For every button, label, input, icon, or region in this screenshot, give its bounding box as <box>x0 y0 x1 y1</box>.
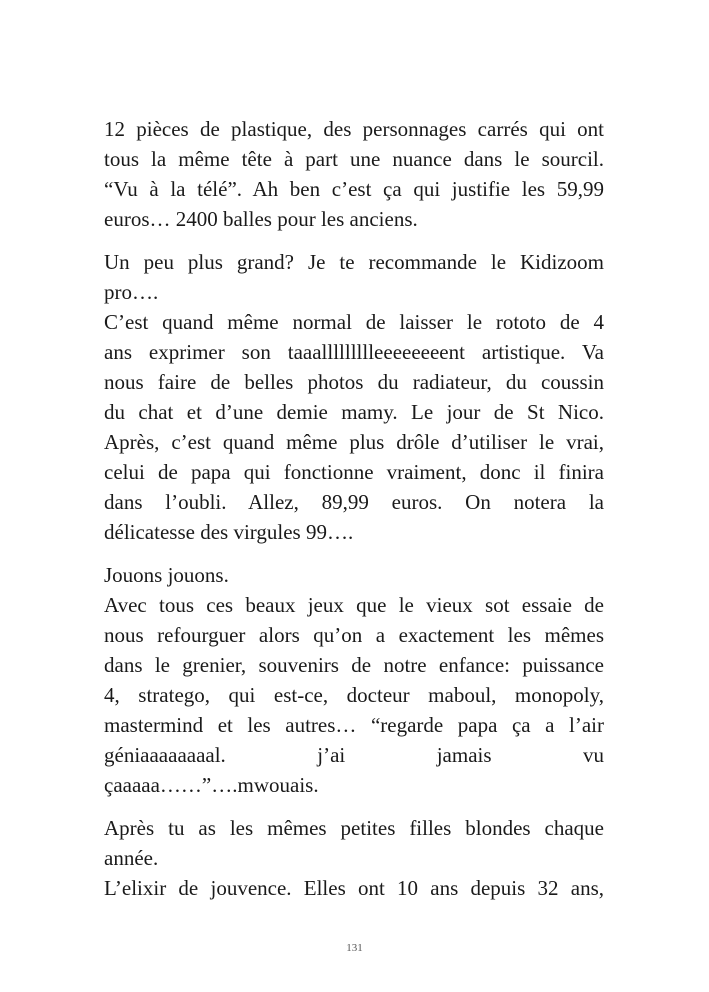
text-line: Après, c’est quand même plus drôle d’utiliser le vrai, <box>104 430 604 454</box>
text-line: celui de papa qui fonctionne vraiment, donc il finira <box>104 460 604 484</box>
text-line: Avec tous ces beaux jeux que le vieux sot essaie de <box>104 593 604 617</box>
text-line: délicatesse des virgules 99…. <box>104 520 354 544</box>
text-line: dans l’oubli. Allez, 89,99 euros. On notera la <box>104 490 604 514</box>
paragraph <box>104 813 604 873</box>
page-number: 131 <box>346 942 363 954</box>
text-line: Après tu as les mêmes petites filles blondes chaque <box>104 816 604 840</box>
page-body <box>104 114 604 903</box>
text-line: 4, stratego, qui est-ce, docteur maboul, monopoly, <box>104 683 604 707</box>
text-line: nous faire de belles photos du radiateur, du coussin <box>104 370 604 394</box>
text-line: du chat et d’une demie mamy. Le jour de St Nico. <box>104 400 604 424</box>
text-line: pro…. <box>104 280 159 304</box>
text-line: euros… 2400 balles pour les anciens. <box>104 207 418 231</box>
paragraph <box>104 873 604 903</box>
paragraph-gap <box>104 234 604 247</box>
text-line: dans le grenier, souvenirs de notre enfance: puissance <box>104 653 604 677</box>
text-line: Un peu plus grand? Je te recommande le Kidizoom <box>104 250 604 274</box>
text-line: tous la même tête à part une nuance dans le sourcil. <box>104 147 604 171</box>
text-line: ans exprimer son taaallllllllleeeeeeeent artistique. Va <box>104 340 604 364</box>
text-line: L’elixir de jouvence. Elles ont 10 ans depuis 32 ans, <box>104 876 604 900</box>
paragraph <box>104 307 604 547</box>
paragraph <box>104 590 604 800</box>
text-line: 12 pièces de plastique, des personnages carrés qui ont <box>104 117 604 141</box>
paragraph <box>104 247 604 307</box>
text-line: Jouons jouons. <box>104 563 229 587</box>
text-line: mastermind et les autres… “regarde papa ça a l’air <box>104 713 604 737</box>
text-line: géniaaaaaaaal. j’ai jamais vu <box>104 743 604 767</box>
paragraph-gap <box>104 547 604 560</box>
paragraph <box>104 114 604 234</box>
text-line: année. <box>104 846 159 870</box>
text-line: C’est quand même normal de laisser le rototo de 4 <box>104 310 604 334</box>
paragraph <box>104 560 604 590</box>
text-line: nous refourguer alors qu’on a exactement les mêmes <box>104 623 604 647</box>
text-line: çaaaaa……”….mwouais. <box>104 773 319 797</box>
text-line: “Vu à la télé”. Ah ben c’est ça qui justifie les 59,99 <box>104 177 604 201</box>
paragraph-gap <box>104 800 604 813</box>
